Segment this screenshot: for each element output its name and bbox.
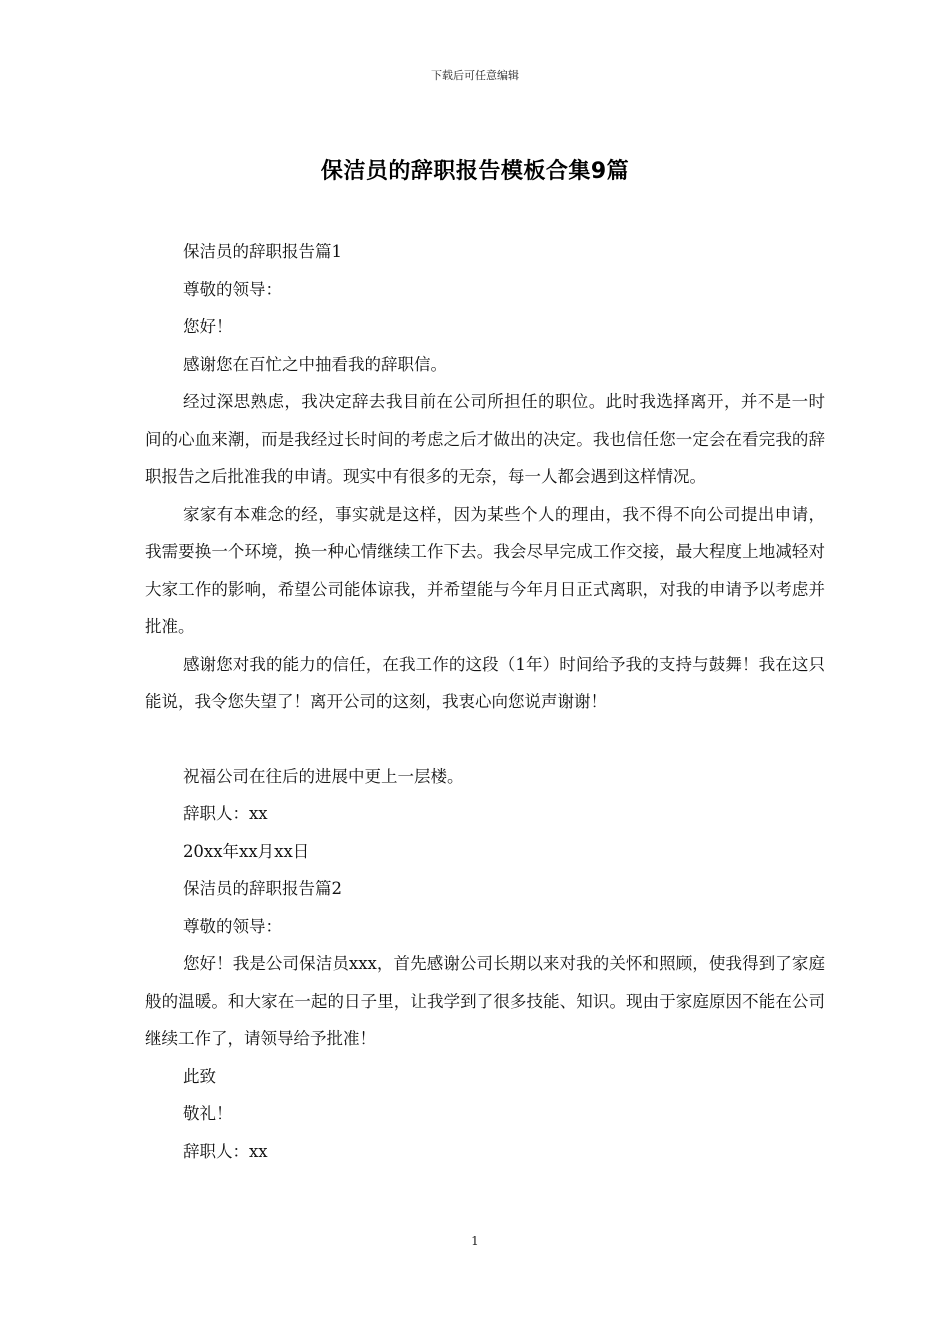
- closing-line: 敬礼！: [182, 1104, 233, 1123]
- body-paragraph: 家家有本难念的经，事实就是这样，因为某些个人的理由，我不得不向公司提出申请，我需要换一个环境，换一种心情继续工作下去。我会尽早完成工作交接，最大程度上地减轻对大家工作的影响，希望公司能体谅我，并希望能与今年月日正式离职，对我的申请予以考虑并批准。: [145, 504, 825, 636]
- signature-line: 辞职人：xx: [182, 804, 268, 823]
- body-paragraph: 感谢您在百忙之中抽看我的辞职信。: [182, 354, 447, 374]
- body-paragraph: 经过深思熟虑，我决定辞去我目前在公司所担任的职位。此时我选择离开，并不是一时间的心血来潮，而是我经过长时间的考虑之后才做出的决定。我也信任您一定会在看完我的辞职报告之后批准我的申请。现实中有很多的无奈，每一人都会遇到这样情况。: [145, 392, 825, 486]
- document-title: 保洁员的辞职报告模板合集9篇: [320, 159, 630, 184]
- body-paragraph: 祝福公司在往后的进展中更上一层楼。: [182, 766, 464, 786]
- section-heading: 保洁员的辞职报告篇2: [182, 879, 342, 898]
- body-paragraph: 感谢您对我的能力的信任，在我工作的这段（1年）时间给予我的支持与鼓舞！我在这只能说，我令您失望了！离开公司的这刻，我衷心向您说声谢谢！: [145, 654, 825, 711]
- greeting: 您好！: [182, 317, 233, 336]
- closing-line: 此致: [182, 1066, 216, 1086]
- body-paragraph: 您好！我是公司保洁员xxx，首先感谢公司长期以来对我的关怀和照顾，使我得到了家庭般的温暖。和大家在一起的日子里，让我学到了很多技能、知识。现由于家庭原因不能在公司继续工作了，请领导给予批准！: [145, 954, 825, 1048]
- page-number: 1: [471, 1234, 479, 1248]
- salutation: 尊敬的领导：: [182, 916, 282, 936]
- date-line: 20xx年xx月xx日: [182, 841, 310, 861]
- page-header: 下载后可任意编辑: [431, 69, 519, 82]
- section-heading: 保洁员的辞职报告篇1: [182, 242, 342, 261]
- document-body: [145, 233, 825, 1170]
- signature-line: 辞职人：xx: [182, 1141, 268, 1161]
- salutation: 尊敬的领导：: [182, 279, 282, 299]
